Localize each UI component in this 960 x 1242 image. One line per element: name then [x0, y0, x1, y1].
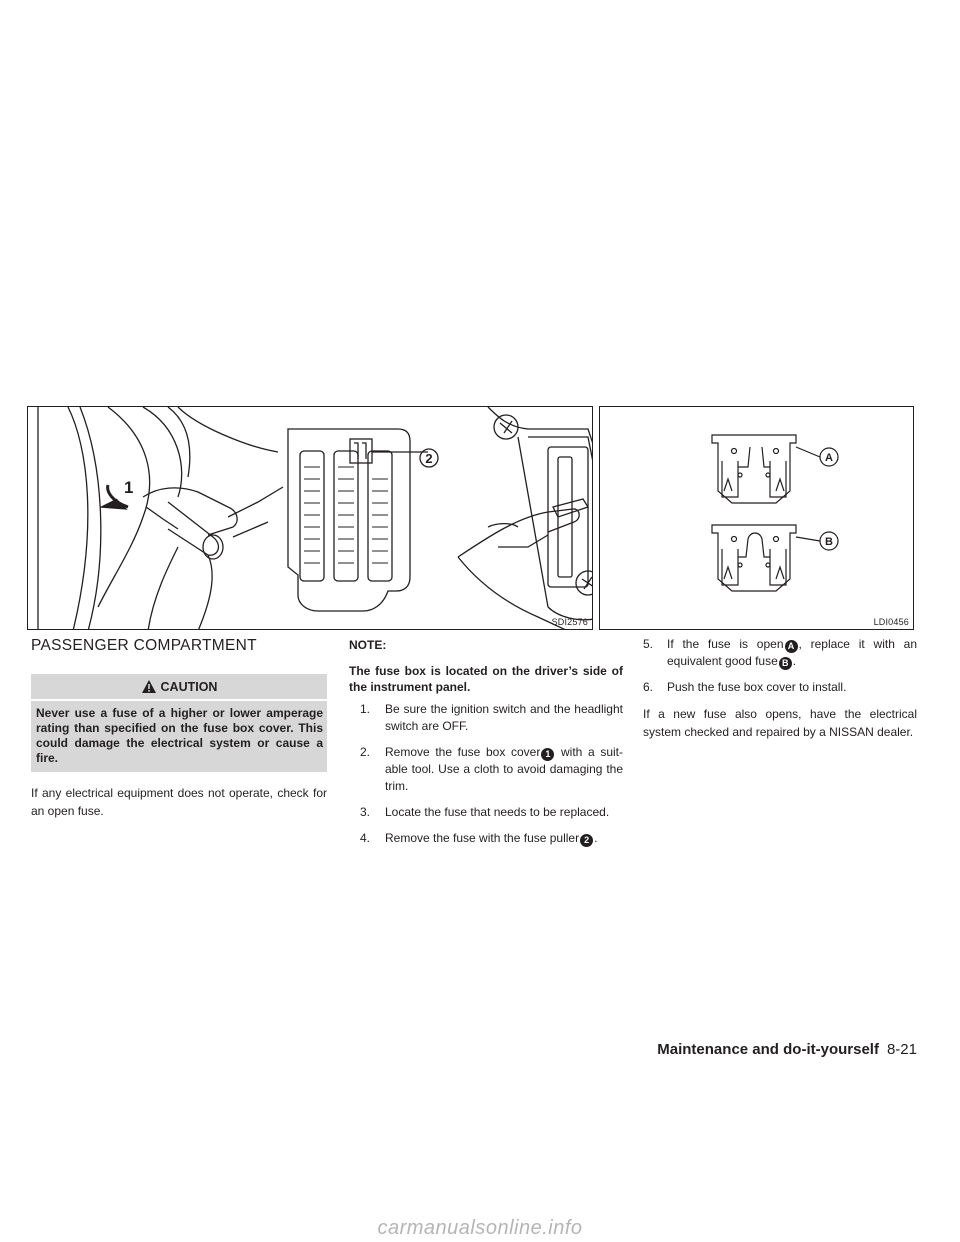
column-1 [31, 636, 327, 829]
step-number: 4. [360, 831, 371, 845]
step-text: Locate the fuse that needs to be replaced. [385, 805, 610, 819]
callout-a [820, 448, 838, 466]
step-text-before: Remove the fuse with the fuse puller [385, 831, 580, 845]
step-item [643, 636, 917, 670]
step-text-middle: , replace it with an equivalent good fuse [667, 637, 918, 668]
step-text-after: . [594, 831, 598, 845]
step-text-after: with a suit-able tool. Use a cloth to avoid damaging the trim. [385, 745, 623, 793]
column-2 [349, 636, 623, 856]
callout-b-icon: B [779, 657, 792, 670]
note-label: NOTE: [349, 638, 387, 652]
fuse-drawing [600, 407, 914, 630]
figure-code: SDI2576 [551, 617, 588, 627]
figure-code: LDI0456 [873, 617, 909, 627]
warning-icon [141, 679, 157, 694]
step-text-before: If the fuse is open [667, 637, 784, 651]
step-text-after: . [792, 654, 797, 668]
step-item [349, 701, 623, 735]
svg-text:A: A [825, 452, 833, 464]
callout-2 [420, 449, 438, 467]
steps-list-part-2 [643, 636, 917, 696]
caution-header [31, 674, 327, 701]
step-text-before: Remove the fuse box cover [385, 745, 541, 759]
watermark: carmanualsonline.info [377, 1217, 583, 1239]
intro-paragraph: If any electrical equipment does not operate, check for an open fuse. [31, 786, 327, 818]
callout-b [820, 532, 838, 550]
step-item [349, 804, 623, 821]
closing-paragraph: If a new fuse also opens, have the electrical system checked and repaired by a NISSAN dealer. [643, 707, 917, 739]
step-item [349, 744, 623, 795]
fuse-comparison-illustration [599, 406, 914, 630]
steps-list-part-1 [349, 701, 623, 847]
note-text: The fuse box is located on the driver’s side of the instrument panel. [349, 664, 623, 694]
step-item [349, 830, 623, 847]
caution-box [31, 674, 327, 772]
step-text: Push the fuse box cover to install. [667, 680, 847, 694]
footer-section-title: Maintenance and do-it-yourself [657, 1041, 879, 1058]
column-3 [643, 636, 917, 750]
fuse-box-illustration [27, 406, 593, 630]
svg-text:2: 2 [425, 451, 433, 466]
fuse-box-drawing [28, 407, 593, 630]
step-number: 2. [360, 745, 371, 759]
step-number: 3. [360, 805, 371, 819]
callout-2-icon: 2 [580, 834, 593, 847]
caution-text: Never use a fuse of a higher or lower amperage rating than specified on the fuse box cover. This could damage the electrical system or cause a fire. [36, 706, 323, 765]
callout-a-icon: A [785, 640, 798, 653]
callout-1-icon: 1 [541, 748, 554, 761]
page-number: 8-21 [886, 1041, 917, 1058]
step-item [643, 679, 917, 696]
page-footer [657, 1041, 917, 1058]
step-number: 6. [643, 680, 654, 694]
svg-text:1: 1 [124, 478, 134, 497]
caution-label: CAUTION [160, 679, 218, 694]
step-number: 5. [643, 637, 654, 651]
callout-1 [124, 478, 133, 497]
svg-text:B: B [825, 536, 833, 548]
step-number: 1. [360, 702, 371, 716]
section-title: PASSENGER COMPARTMENT [31, 637, 257, 654]
step-text: Be sure the ignition switch and the headlight switch are OFF. [385, 702, 623, 733]
